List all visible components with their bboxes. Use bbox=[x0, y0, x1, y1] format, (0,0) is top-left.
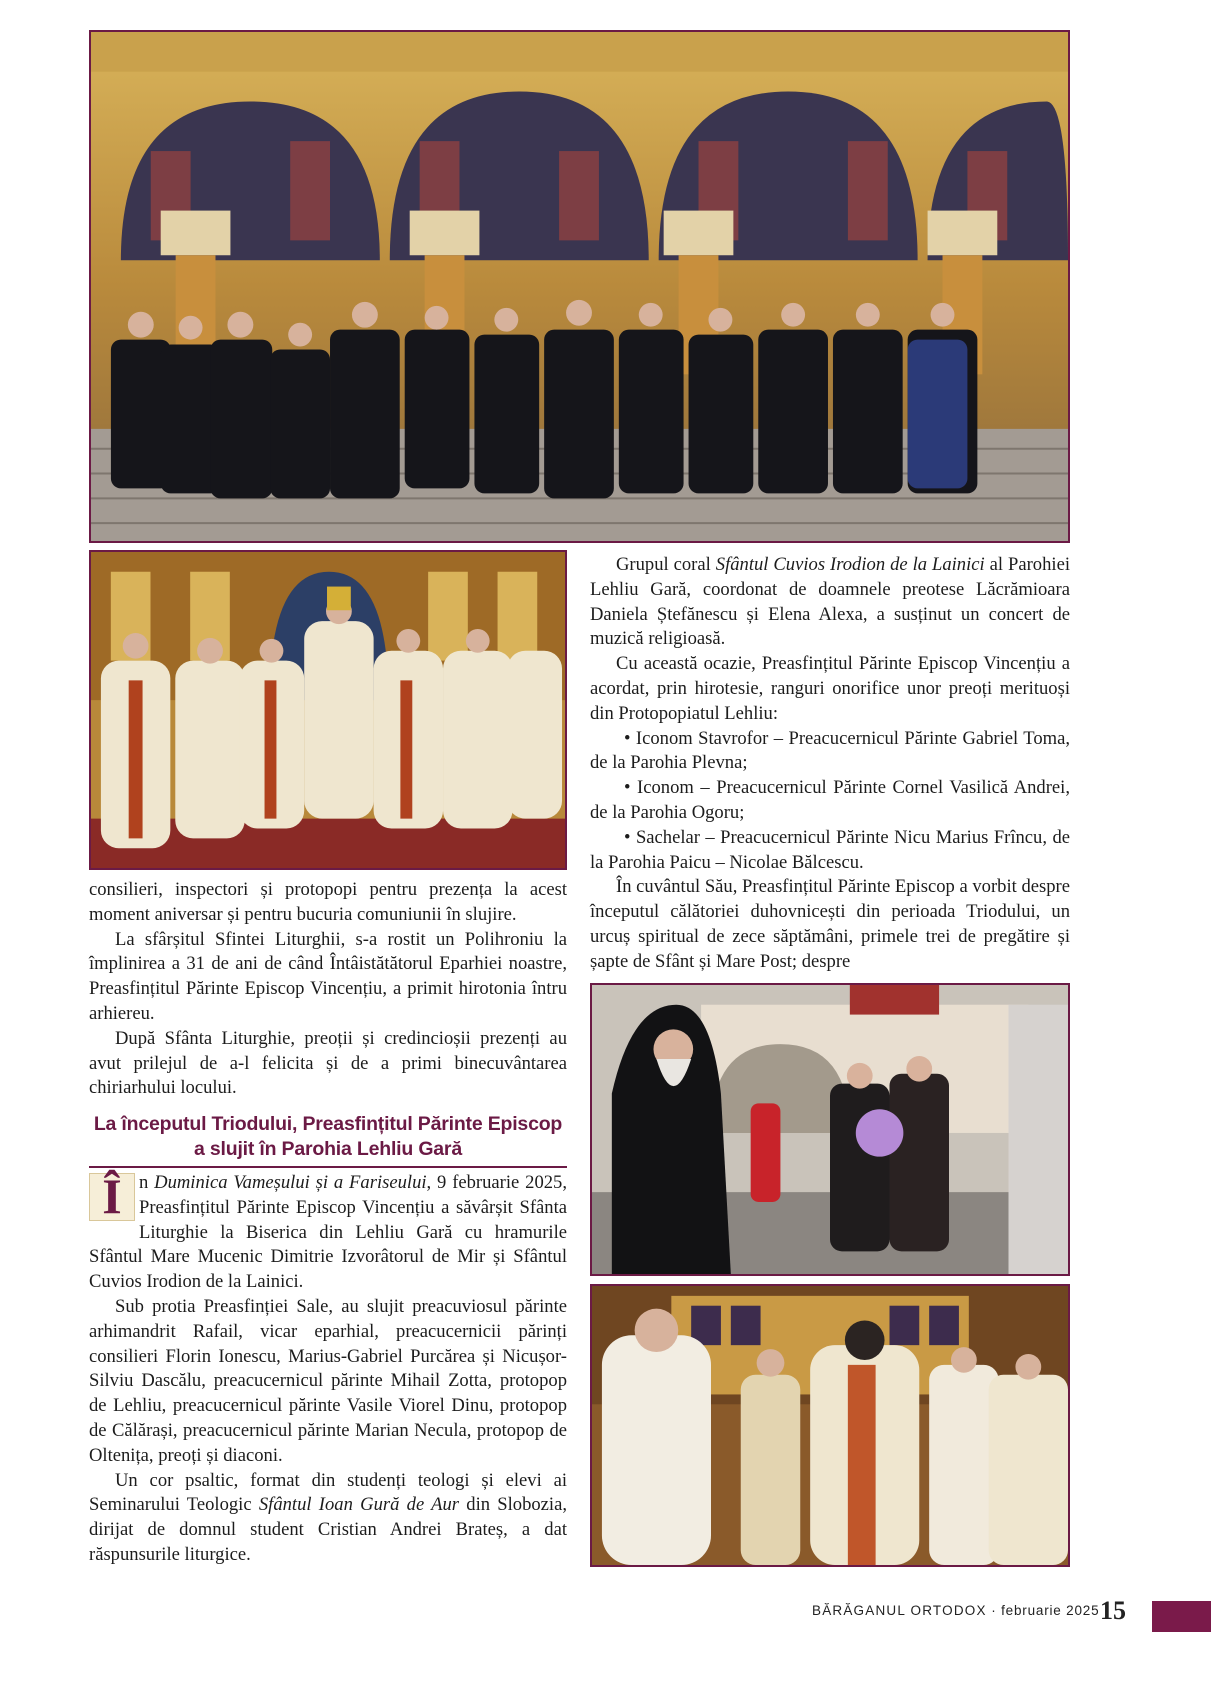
text-run: al Parohiei Lehliu Gară, coordonat de doamnele preotese Lăcrămioara Daniela Ștefănescu și Elena Alexa, a susținut un concert de muzică religioasă. bbox=[590, 554, 1070, 650]
photo-service-interior bbox=[590, 1284, 1070, 1567]
text-run: consilieri, inspectori și protopopi pentru prezența la acest moment aniversar și pentru bucuria comuniunii în slujire. bbox=[89, 879, 567, 925]
text-run: După Sfânta Liturghie, preoții și credincioșii prezenți au avut prilejul de a-l felicita și de a primi binecuvântarea chiriarhului locului. bbox=[89, 1027, 567, 1099]
paragraph bbox=[590, 652, 1070, 726]
italic-text: Sfântul Cuvios Irodion de la Lainici bbox=[715, 554, 985, 575]
text-run: Grupul coral bbox=[616, 554, 716, 575]
section-heading-line2: a slujit în Parohia Lehliu Gară bbox=[194, 1138, 462, 1160]
text-run: În cuvântul Său, Preasfințitul Părinte Episcop a vorbit despre începutul călătoriei duhovnicești din perioada Triodului, un urcuș spiritual de zece săptămâni, primele trei de pregătire și șapte de Sfânt și Mare Post; despre bbox=[590, 876, 1070, 972]
text-run: • Iconom – Preacucernicul Părinte Cornel Vasilică Andrei, de la Parohia Ogoru; bbox=[590, 777, 1070, 823]
text-run: n bbox=[139, 1172, 155, 1193]
left-column-continued-text bbox=[89, 878, 567, 1101]
photo-clergy-altar bbox=[89, 550, 567, 870]
photo-group-church-steps bbox=[89, 30, 1070, 543]
paragraph bbox=[89, 928, 567, 1027]
paragraph bbox=[89, 1469, 567, 1568]
right-column-top-text bbox=[590, 553, 1070, 975]
text-run: din Slobozia, dirijat de domnul student Cristian Andrei Brateș, a dat răspunsurile liturgice. bbox=[89, 1494, 568, 1565]
paragraph bbox=[89, 1027, 567, 1101]
paragraph bbox=[590, 776, 1070, 826]
paragraph bbox=[89, 1295, 567, 1469]
page-number: 15 bbox=[1100, 1596, 1126, 1625]
paragraph bbox=[590, 553, 1070, 652]
text-run: Cu această ocazie, Preasfințitul Părinte Episcop Vincențiu a acordat, prin hirotesie, ranguri onorifice unor preoți merituoși din Protopopiatul Lehliu: bbox=[590, 653, 1070, 724]
footer-magazine: BĂRĂGANUL ORTODOX bbox=[812, 1603, 987, 1618]
text-run: Sub protia Preasfinției Sale, au slujit preacuviosul părinte arhimandrit Rafail, vicar eparhial, preacucernicii părinți consilieri Florin Ionescu, Marius-Gabriel Purcărea și Nicușor-Silviu Dascălu, preacucernicul părinte Mihail Zotta, protopop de Lehliu, preacucernicul părinte Vasile Viorel Dinu, protopop de Călărași, preacucernicul părinte Marian Necula, protopop de Oltenița, preoți și diaconi. bbox=[89, 1295, 567, 1466]
footer-publication bbox=[812, 1603, 1099, 1618]
section-heading bbox=[89, 1112, 567, 1162]
paragraph bbox=[590, 875, 1070, 974]
drop-cap: Î bbox=[89, 1173, 135, 1221]
heading-rule bbox=[89, 1166, 567, 1168]
page-tab-marker bbox=[1152, 1601, 1211, 1632]
italic-text: Duminica Vameșului și a Fariseului bbox=[154, 1172, 427, 1193]
text-run: • Iconom Stavrofor – Preacucernicul Părinte Gabriel Toma, de la Parohia Plevna; bbox=[590, 727, 1070, 774]
text-run: Un cor psaltic, format din studenți teologi și elevi ai Seminarului Teologic bbox=[89, 1469, 567, 1516]
paragraph bbox=[89, 1168, 567, 1295]
left-column-article-text bbox=[89, 1168, 568, 1568]
text-run: , 9 februarie 2025, Preasfințitul Părinte Episcop Vincențiu a săvârșit Sfânta Liturghie la Biserica din Lehliu Gară cu hramurile Sfântul Mare Mucenic Dimitrie Izvorâtorul de Mir și Sfântul Cuvios Irodion de la Lainici. bbox=[89, 1172, 567, 1293]
paragraph bbox=[590, 727, 1070, 777]
footer-separator: · bbox=[986, 1603, 1002, 1618]
text-run: La sfârșitul Sfintei Liturghii, s-a rostit un Polihroniu la împlinirea a 31 de ani de când Întâistătătorul Eparhiei noastre, Preasfințitul Părinte Episcop Vincențiu, a primit hirotonia întru arhiereu. bbox=[89, 928, 567, 1024]
text-run: • Sachelar – Preacucernicul Părinte Nicu Marius Frîncu, de la Parohia Paicu – Nicolae Bălcescu. bbox=[590, 826, 1070, 873]
paragraph bbox=[590, 826, 1070, 876]
section-heading-line1: La începutul Triodului, Preasfințitul Părinte Episcop bbox=[93, 1113, 563, 1135]
italic-text: Sfântul Ioan Gură de Aur bbox=[258, 1494, 460, 1516]
paragraph bbox=[89, 878, 567, 928]
footer-issue: februarie 2025 bbox=[1001, 1603, 1100, 1618]
photo-bishop-flowers bbox=[590, 983, 1070, 1276]
